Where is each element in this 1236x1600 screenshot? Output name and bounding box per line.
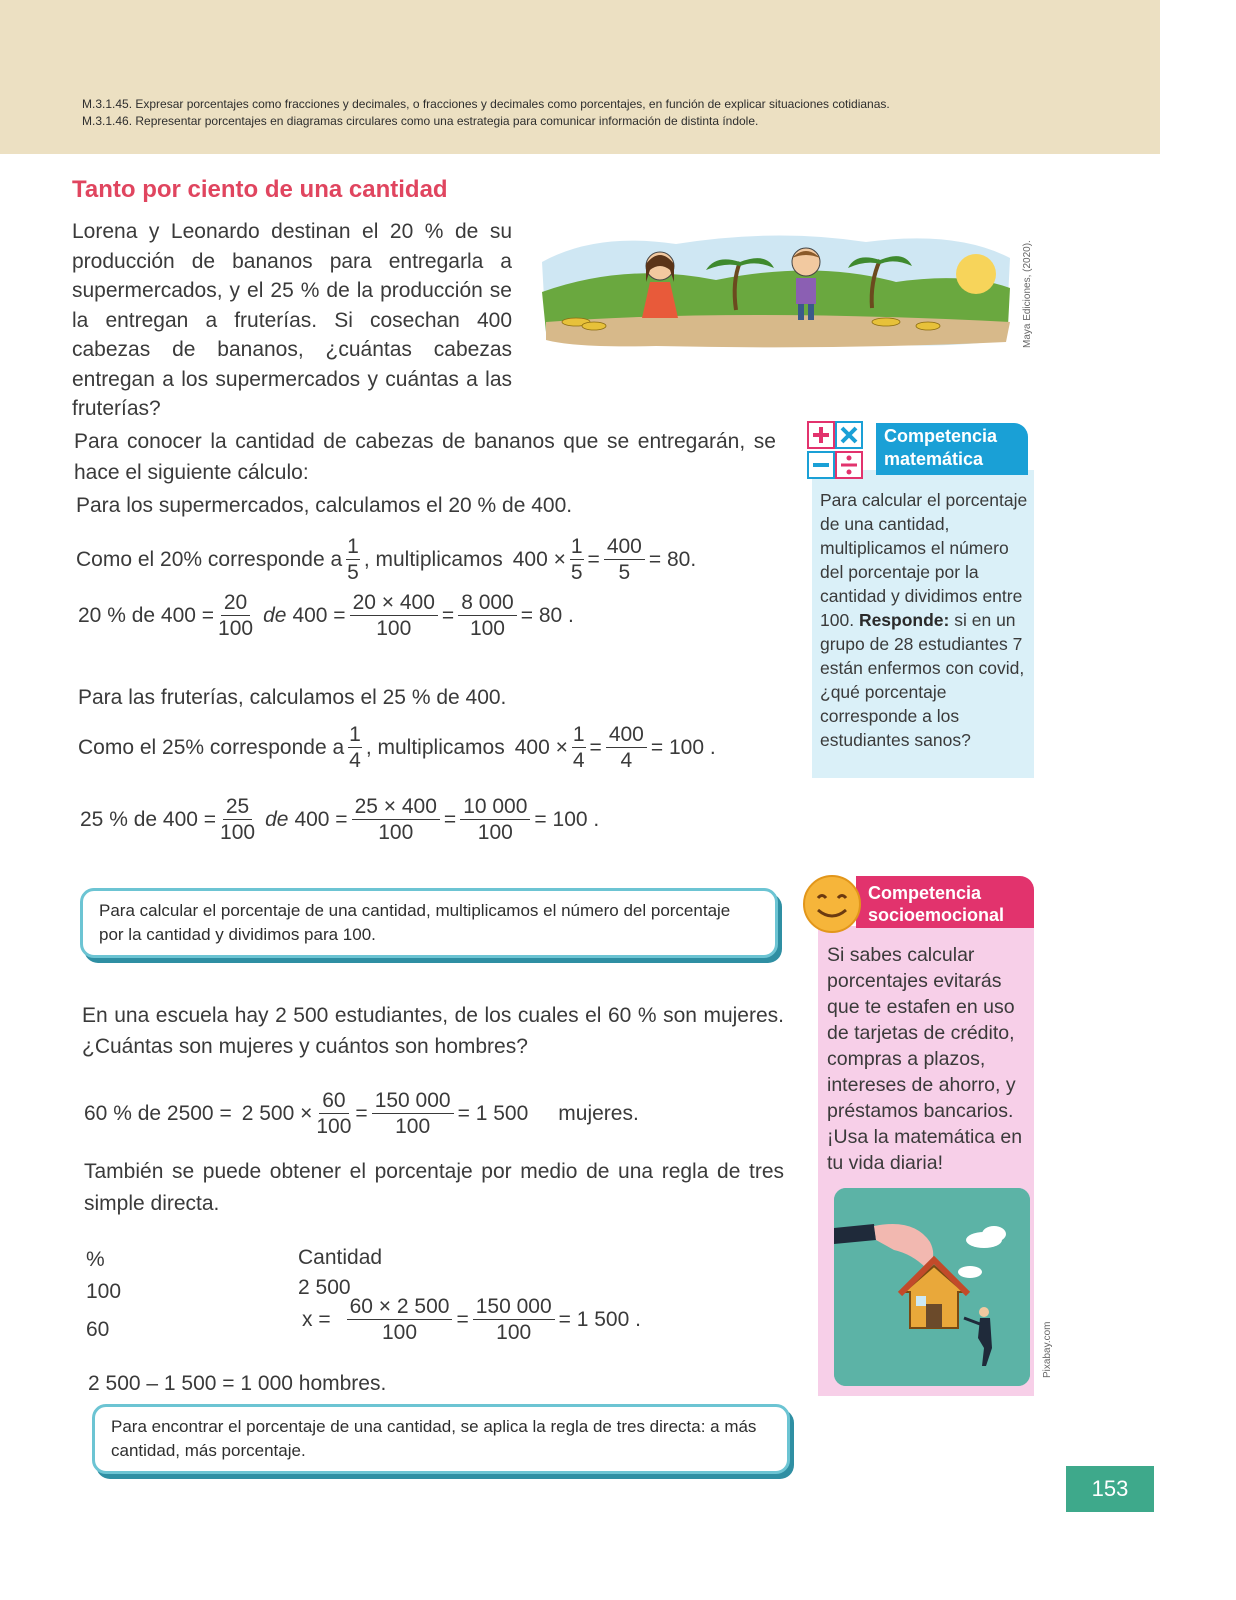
fraction [460,796,530,844]
page-number: 153 [1066,1466,1154,1512]
numerator: 60 [319,1090,348,1114]
denominator: 5 [570,561,583,585]
numerator: 20 [221,592,250,616]
fraction [348,724,362,772]
math-competence-text [820,488,1030,752]
fraction [346,536,360,584]
table-cell: 100 [86,1280,122,1303]
numerator: 20 × 400 [350,592,438,616]
smiley-icon [800,872,864,936]
eq-text: = [443,808,457,832]
fraction [316,1090,351,1138]
eq-text: Como el 25% corresponde a [78,736,345,760]
numerator: 400 [606,724,647,748]
fraction [352,796,440,844]
eq-text: x = [302,1308,331,1332]
eq-text: = 80 . [520,604,574,628]
eq-text: = 1 500 [457,1102,529,1126]
rule-box-rule-of-three: Para encontrar el porcentaje de una cantidad, se aplica la regla de tres directa: a más cantidad, más porcentaje. [92,1404,790,1474]
paragraph-rule-of-three: También se puede obtener el porcentaje por medio de una regla de tres simple directa. [84,1160,784,1215]
numerator: 25 × 400 [352,796,440,820]
paragraph-calc-intro: Para conocer la cantidad de cabezas de bananos que se entregarán, se hace el siguiente cálculo: [74,430,776,484]
denominator: 100 [477,821,513,845]
denominator: 5 [618,561,631,585]
eq-text: 60 % de 2500 = [84,1102,232,1126]
denominator: 5 [347,561,359,585]
eq-text: Como el 20% corresponde a [76,548,343,572]
equation-supermarkets-result [78,592,574,640]
fraction [570,536,584,584]
house-hand-illustration [834,1188,1030,1386]
eq-text: = [589,736,602,760]
fraction [458,592,517,640]
title-line: Competencia [868,883,982,903]
denominator: 4 [620,749,633,773]
fraction [220,796,255,844]
fraction [350,592,438,640]
table-header-percent: % [86,1248,105,1271]
numerator: 8 000 [458,592,517,616]
rule-box-percentage: Para calcular el porcentaje de una cantidad, multiplicamos el número del porcentaje por la cantidad y dividimos para 100. [80,888,778,958]
denominator: 100 [496,1321,532,1345]
title-line: Competencia [884,426,998,446]
denominator: 100 [376,617,412,641]
paragraph-fruit-shops: Para las fruterías, calculamos el 25 % de 400. [78,686,507,709]
denominator: 100 [382,1321,418,1345]
denominator: 4 [349,749,361,773]
math-competence-title [884,425,997,471]
eq-text: , multiplicamos [363,548,503,572]
paragraph-school-problem: En una escuela hay 2 500 estudiantes, de los cuales el 60 % son mujeres. ¿Cuántas son mujeres y cuántos son hombres? [82,1004,784,1058]
skill-line: M.3.1.45. Expresar porcentajes como fracciones y decimales, o fracciones y decimales como porcentajes, en función de explicar situaciones cotidianas. [82,97,890,111]
numerator: 150 000 [372,1090,454,1114]
title-line: socioemocional [868,905,1005,925]
numerator: 60 × 2 500 [347,1296,453,1320]
eq-text: = 80. [648,548,697,572]
numerator: 1 [346,536,360,560]
table-cell: 60 [86,1318,110,1341]
eq-text: 400 = [292,604,346,628]
eq-text: de [265,808,289,832]
fraction [606,724,647,772]
eq-text: 400 × [512,548,566,572]
table-cell: 2 500 [298,1276,351,1299]
eq-text: = 100 . [534,808,600,832]
numerator: 25 [223,796,252,820]
table-header-quantity: Cantidad [298,1246,383,1269]
eq-text: = [355,1102,368,1126]
respond-label: Responde: [858,610,950,630]
eq-text: 400 = [294,808,348,832]
eq-text: mujeres. [558,1102,639,1126]
numerator: 1 [572,724,586,748]
eq-text: 400 × [514,736,568,760]
fraction [218,592,253,640]
banana-farm-illustration [536,222,1016,350]
denominator: 100 [220,821,256,845]
equation-fruit-result [80,796,599,844]
math-operations-icon [806,420,866,482]
men-result: 2 500 – 1 500 = 1 000 hombres. [88,1372,387,1395]
socioemotional-title [868,882,1004,926]
numerator: 400 [604,536,645,560]
eq-text: de [263,604,287,628]
fraction [372,1090,454,1138]
skills-block [82,96,890,130]
numerator: 1 [570,536,584,560]
fraction [572,724,586,772]
denominator: 100 [218,617,254,641]
denominator: 100 [378,821,414,845]
eq-text: 20 % de 400 = [78,604,215,628]
denominator: 4 [572,749,585,773]
page-margin-strip [1160,0,1236,1600]
equation-rule-of-three [302,1296,641,1344]
denominator: 100 [395,1115,431,1139]
eq-text: = [441,604,455,628]
eq-text: , multiplicamos [365,736,505,760]
eq-text: = [587,548,600,572]
numerator: 150 000 [473,1296,555,1320]
numerator: 1 [348,724,362,748]
header-band [0,0,1160,154]
fraction [604,536,645,584]
skill-line: M.3.1.46. Representar porcentajes en diagramas circulares como una estrategia para comunicar información de distinta índole. [82,114,759,128]
denominator: 100 [469,617,505,641]
eq-text: = 1 500 . [558,1308,641,1332]
equation-supermarkets-fraction [76,536,696,584]
fraction [473,1296,555,1344]
intro-paragraph: Lorena y Leonardo destinan el 20 % de su producción de bananos para entregarla a supermercados, y el 25 % de la producción se la entregan a fruterías. Si cosechan 400 cabezas de bananos, ¿cuántas cabezas entregan a los supermercados y cuántas a las fruterías? [72,220,512,420]
eq-text: = 100 . [650,736,716,760]
equation-fruit-fraction [78,724,716,772]
socioemotional-text: Si sabes calcular porcentajes evitarás que te estafen en uso de tarjetas de crédito, compras a plazos, intereses de ahorro, y préstamos bancarios. ¡Usa la matemática en tu vida diaria! [827,944,1023,1174]
numerator: 10 000 [460,796,530,820]
title-line: matemática [884,449,984,469]
math-tip: Para calcular el porcentaje de una cantidad, multiplicamos el número del porcentaje por la cantidad y dividimos entre 100. [820,490,1028,630]
denominator: 100 [316,1115,352,1139]
eq-text: 25 % de 400 = [80,808,217,832]
respond-question: si en un grupo de 28 estudiantes 7 están enfermos con covid, ¿qué porcentaje corresponde a los estudiantes sanos? [820,610,1025,750]
eq-text: = [456,1308,469,1332]
fraction [347,1296,453,1344]
page-title: Tanto por ciento de una cantidad [72,176,448,203]
illustration-credit: Maya Ediciones, (2020). [1022,240,1033,348]
eq-text: 2 500 × [241,1102,313,1126]
photo-credit: Pixabay.com [1042,1321,1053,1378]
equation-women [84,1090,639,1138]
paragraph-supermarkets: Para los supermercados, calculamos el 20 % de 400. [76,494,573,517]
